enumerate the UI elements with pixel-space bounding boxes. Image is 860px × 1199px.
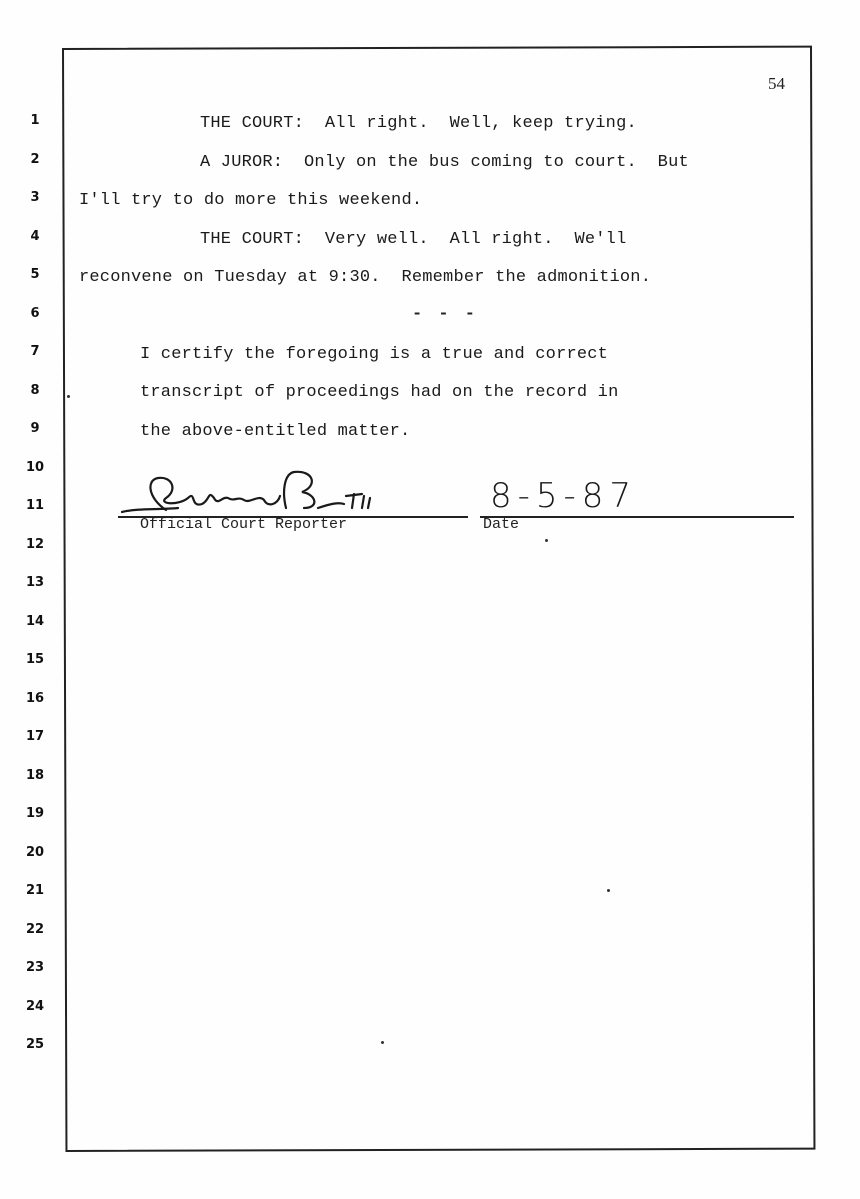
line-number: 7 — [30, 344, 40, 359]
line-number: 19 — [25, 806, 45, 821]
scan-speck — [545, 539, 548, 542]
scan-speck — [607, 889, 610, 892]
signature-date-handwritten: 8-5-87 — [490, 476, 638, 516]
line-number: 1 — [30, 113, 40, 128]
line-number: 25 — [25, 1037, 45, 1052]
line-number: 2 — [30, 151, 40, 167]
line-number: 18 — [25, 767, 45, 783]
certification-line-1: I certify the foregoing is a true and correct — [140, 345, 609, 364]
line-number: 4 — [30, 228, 40, 244]
line-number: 3 — [30, 190, 40, 205]
scan-speck — [67, 395, 70, 398]
date-label: Date — [483, 516, 520, 533]
line-number: 12 — [25, 536, 45, 552]
line-number: 8 — [30, 382, 40, 398]
signature-label: Official Court Reporter — [140, 516, 348, 533]
line-number: 9 — [30, 421, 40, 436]
page-number: 54 — [768, 74, 785, 93]
line-number: 16 — [25, 690, 45, 706]
line-number: 21 — [25, 883, 45, 898]
line-number: 22 — [25, 921, 45, 937]
certification-line-2: transcript of proceedings had on the record in — [140, 383, 619, 402]
transcript-line-1: THE COURT: All right. Well, keep trying. — [200, 114, 637, 133]
reporter-signature — [118, 468, 468, 520]
transcript-line-2: A JUROR: Only on the bus coming to court. But — [200, 153, 689, 172]
line-number: 17 — [25, 729, 45, 744]
line-number: 11 — [25, 498, 45, 513]
transcript-line-5: reconvene on Tuesday at 9:30. Remember the admonition. — [79, 268, 652, 287]
scan-speck — [381, 1041, 384, 1044]
line-number: 24 — [25, 998, 45, 1014]
page-border — [62, 46, 815, 1152]
line-number: 20 — [25, 844, 45, 860]
certification-line-3: the above-entitled matter. — [140, 422, 411, 441]
line-number: 15 — [25, 652, 45, 667]
line-number: 5 — [30, 267, 40, 282]
line-number: 23 — [25, 960, 45, 975]
line-number: 10 — [25, 459, 45, 475]
line-number: 14 — [25, 613, 45, 629]
line-number: 6 — [30, 305, 40, 321]
date-underline — [480, 516, 794, 518]
transcript-line-3: I'll try to do more this weekend. — [79, 191, 423, 210]
section-divider: - - - — [412, 305, 479, 324]
transcript-line-4: THE COURT: Very well. All right. We'll — [200, 230, 627, 249]
line-number: 13 — [25, 575, 45, 590]
